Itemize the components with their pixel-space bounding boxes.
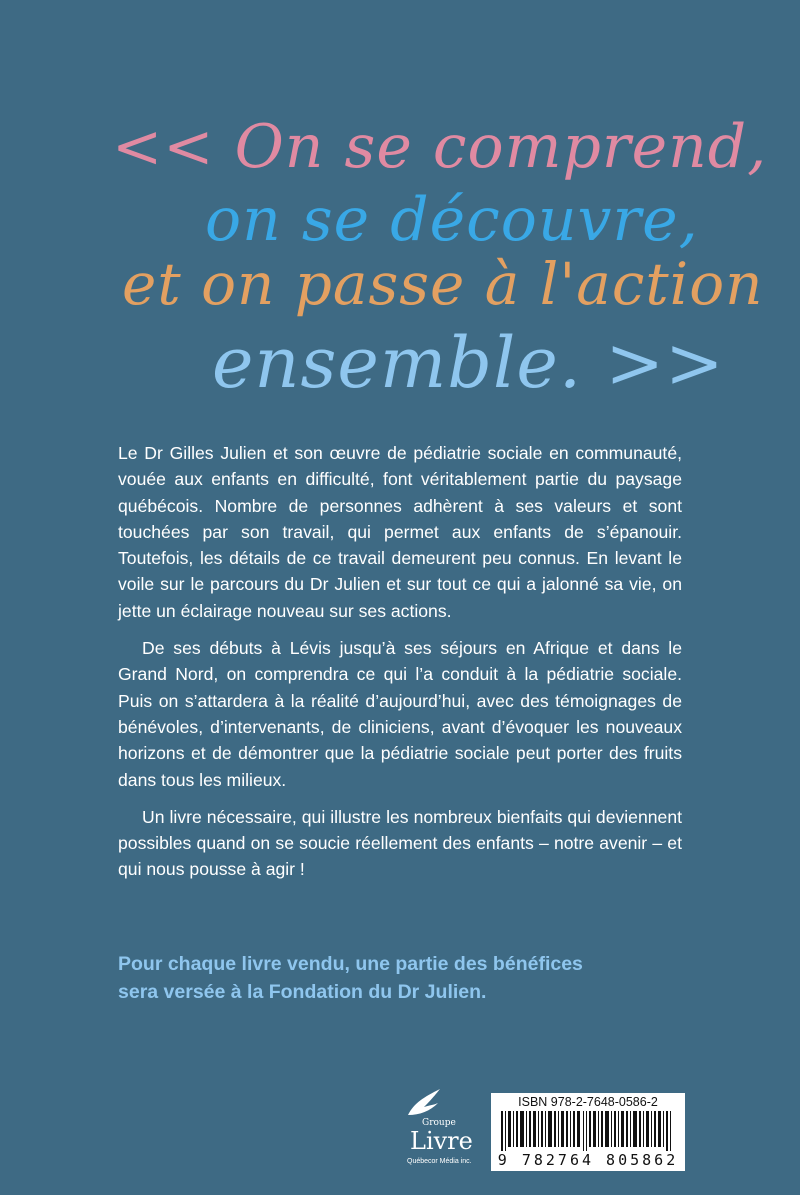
bird-icon [404,1085,444,1119]
donation-note-line-1: Pour chaque livre vendu, une partie des bénéfices [118,953,583,975]
donation-note [118,950,698,1006]
paragraph-1: Le Dr Gilles Julien et son œuvre de pédiatrie sociale en communauté, vouée aux enfants en difficulté, font véritablement partie du paysage québécois. Nombre de personnes adhèrent à ses valeurs et sont touchées par son travail, qui permet aux enfants de s’épanouir. Toutefois, les détails de ce travail demeurent peu connus. En levant le voile sur le parcours du Dr Julien et sur tout ce qui a jalonné sa vie, on jette un éclairage nouveau sur ses actions. [118,443,682,621]
donation-note-line-2: sera versée à la Fondation du Dr Julien. [118,981,487,1003]
quote-line-3: et on passe à l'action [122,250,764,318]
publisher-groupe: Groupe [422,1118,456,1128]
quote-line-4: ensemble. >> [212,322,725,404]
publisher-logo [392,1085,484,1175]
publisher-tagline: Québecor Média inc. [407,1158,472,1165]
back-cover-description [118,440,682,894]
quote-line-2: on se découvre, [205,185,699,255]
quote-line-1: << On se comprend, [112,112,768,182]
isbn-barcode [491,1093,685,1171]
barcode-digits: 9 782764 805862 [497,1151,679,1169]
paragraph-3: Un livre nécessaire, qui illustre les nombreux bienfaits qui deviennent possibles quand on se soucie réellement des enfants – notre avenir – et qui nous pousse à agir ! [118,806,682,880]
publisher-livre: Livre [410,1127,473,1155]
barcode-bars [495,1111,681,1151]
paragraph-2: De ses débuts à Lévis jusqu’à ses séjours en Afrique et dans le Grand Nord, on comprendra ce qui l’a conduit à la pédiatrie sociale. Puis on s’attardera à la réalité d’aujourd’hui, avec des témoignages de bénévoles, d’intervenants, de cliniciens, avant d’évoquer les nouveaux horizons et de démontrer que la pédiatrie sociale peut porter des fruits dans tous les milieux. [118,638,682,790]
isbn-label: ISBN 978-2-7648-0586-2 [518,1095,658,1109]
